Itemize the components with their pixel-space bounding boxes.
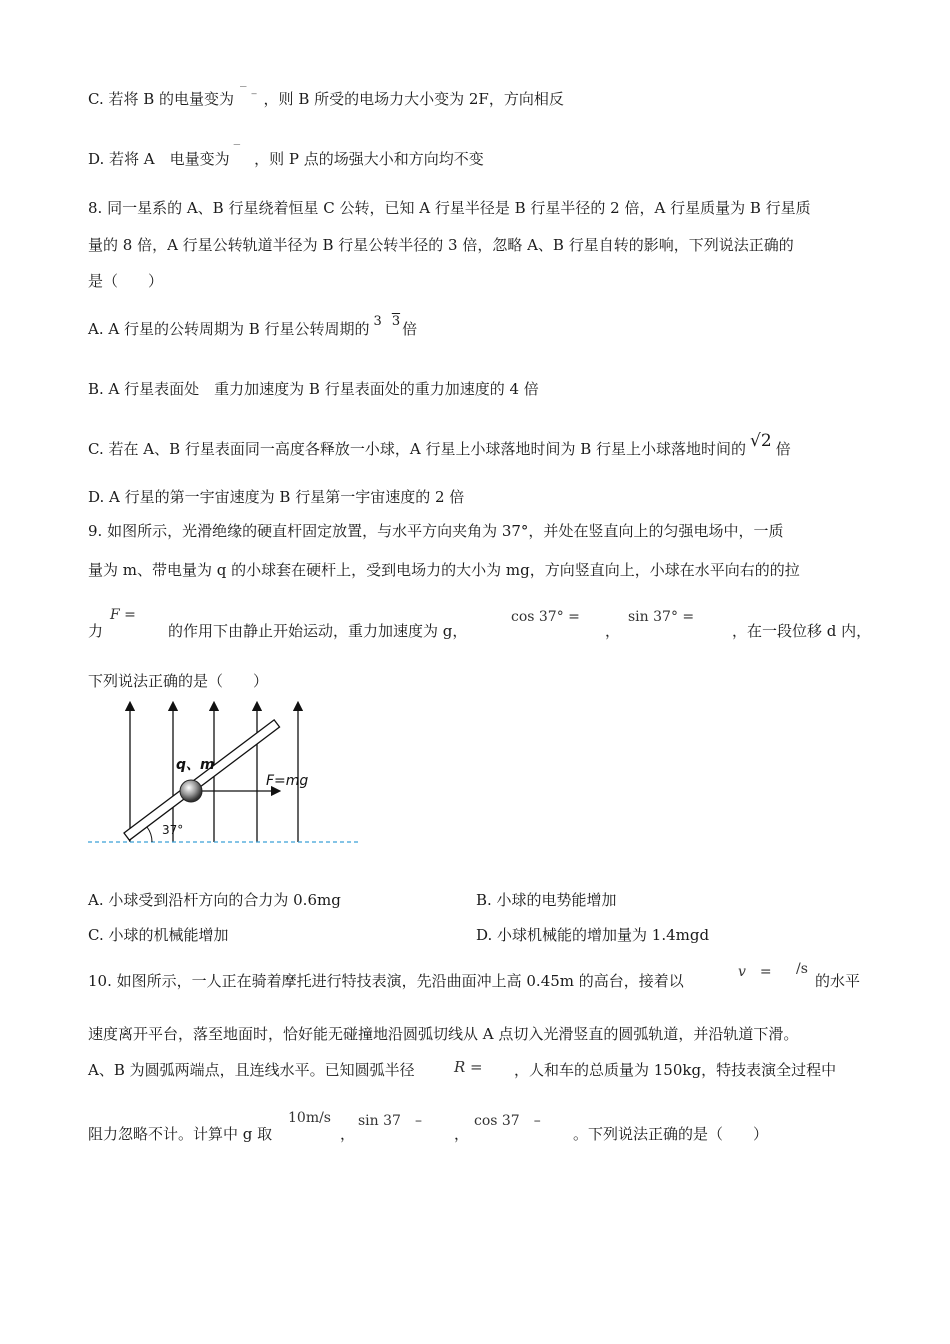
- q8-option-d: D. A 行星的第一宇宙速度为 B 行星第一宇宙速度的 2 倍: [88, 488, 465, 506]
- q10-velocity-unit: /s: [796, 961, 808, 977]
- q10-comma-1: ，: [340, 1125, 356, 1143]
- q8-stem-line-3: 是（ ）: [88, 272, 164, 290]
- q9-f-expression: F =: [110, 607, 136, 623]
- q10-stem-line-4-start: 阻力忽略不计。计算中 g 取: [88, 1125, 273, 1143]
- q9-figure: [80, 696, 370, 856]
- q7-option-d: D. 若将 A 电量变为 ‾ ，则 P 点的场强大小和方向均不变: [88, 143, 484, 168]
- q9-stem-line-1: 9. 如图所示，光滑绝缘的硬直杆固定放置，与水平方向夹角为 37°，并处在竖直向上的匀强电场中，一质: [88, 522, 784, 540]
- force-label: F=mg: [266, 773, 309, 789]
- q9-option-b: B. 小球的电势能增加: [476, 891, 617, 909]
- q10-cos-expression: cos 37 –: [474, 1113, 541, 1129]
- q10-stem-line-1-end: 的水平: [815, 972, 861, 990]
- q10-stem-line-3-start: A、B 为圆弧两端点，且连线水平。已知圆弧半径: [88, 1061, 415, 1079]
- q10-stem-line-4-end: 。下列说法正确的是（ ）: [573, 1125, 769, 1143]
- q10-stem-line-2: 速度离开平台，落至地面时，恰好能无碰撞地沿圆弧切线从 A 点切入光滑竖直的圆弧轨道，并沿轨道下滑。: [88, 1025, 799, 1043]
- q8-option-c: C. 若在 A、B 行星表面同一高度各释放一小球，A 行星上小球落地时间为 B 行星上小球落地时间的 √2 倍: [88, 431, 791, 458]
- q9-cos-expression: cos 37° =: [511, 609, 580, 625]
- q7-option-c: C. 若将 B 的电量变为 ‾ ₋ ，则 B 所受的电场力大小变为 2F，方向相反: [88, 85, 564, 108]
- q10-sin-expression: sin 37 –: [358, 1113, 422, 1129]
- angle-label: 37°: [162, 823, 184, 837]
- q10-velocity-expression: v =: [738, 964, 772, 980]
- q8-stem-line-2: 量的 8 倍，A 行星公转轨道半径为 B 行星公转半径的 3 倍，忽略 A、B 行星自转的影响，下列说法正确的: [88, 236, 794, 254]
- q8-option-b: B. A 行星表面处 重力加速度为 B 行星表面处的重力加速度的 4 倍: [88, 380, 539, 398]
- q10-radius-expression: R =: [454, 1058, 483, 1076]
- q9-stem-line-3-end: ，在一段位移 d 内，: [732, 622, 872, 640]
- q9-sin-expression: sin 37° =: [628, 609, 695, 625]
- charge-mass-label: q、m: [176, 757, 215, 773]
- q9-stem-line-3-start: 力: [88, 622, 104, 640]
- q10-comma-2: ，: [454, 1125, 470, 1143]
- q9-option-d: D. 小球机械能的增加量为 1.4mgd: [476, 926, 710, 944]
- angle-arc: [147, 827, 152, 842]
- q8-option-a: A. A 行星的公转周期为 B 行星公转周期的 3 3 倍: [88, 314, 418, 338]
- q9-stem-line-3-mid: 的作用下由静止开始运动，重力加速度为 g，: [168, 622, 468, 640]
- q10-stem-line-1-start: 10. 如图所示，一人正在骑着摩托进行特技表演，先沿曲面冲上高 0.45m 的高台，接着以: [88, 972, 684, 990]
- q7-c-fraction: ‾ ₋: [240, 85, 258, 100]
- q9-option-a: A. 小球受到沿杆方向的合力为 0.6mg: [88, 891, 341, 909]
- q8-stem-line-1: 8. 同一星系的 A、B 行星绕着恒星 C 公转，已知 A 行星半径是 B 行星半径的 2 倍，A 行星质量为 B 行星质: [88, 199, 811, 217]
- q9-comma: ，: [605, 622, 621, 640]
- insulating-rod: [124, 720, 280, 840]
- charged-ball: [180, 780, 202, 802]
- q10-g-expression: 10m/s: [288, 1110, 331, 1126]
- q9-option-c: C. 小球的机械能增加: [88, 926, 229, 944]
- q10-stem-line-3-end: ，人和车的总质量为 150kg，特技表演全过程中: [514, 1061, 837, 1079]
- q9-stem-line-4: 下列说法正确的是（ ）: [88, 672, 269, 690]
- q7-d-fraction: ‾: [233, 143, 241, 158]
- q9-stem-line-2: 量为 m、带电量为 q 的小球套在硬杆上，受到电场力的大小为 mg，方向竖直向上，小球在水平向右的的拉: [88, 561, 800, 579]
